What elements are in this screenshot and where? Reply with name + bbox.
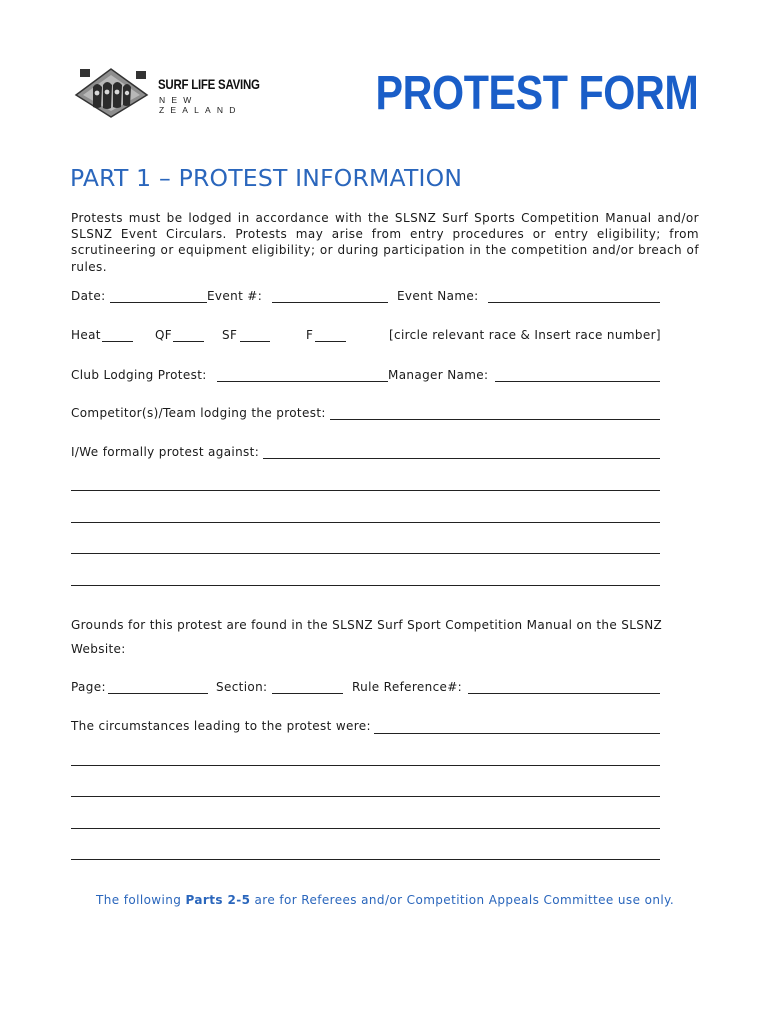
circumstances-extra-line[interactable]: [71, 859, 660, 860]
page-field[interactable]: [108, 693, 208, 694]
club-field[interactable]: [217, 381, 388, 382]
heat-label: Heat: [71, 328, 101, 342]
section-label: Section:: [216, 680, 268, 694]
circumstances-label: The circumstances leading to the protest were:: [71, 719, 371, 733]
footer-note-prefix: The following: [96, 893, 186, 907]
sf-label: SF: [222, 328, 238, 342]
date-label: Date:: [71, 289, 106, 303]
event-number-label: Event #:: [207, 289, 263, 303]
date-field[interactable]: [110, 302, 207, 303]
footer-note-parts: Parts 2-5: [185, 893, 251, 907]
f-field[interactable]: [315, 341, 346, 342]
qf-label: QF: [155, 328, 173, 342]
club-label: Club Lodging Protest:: [71, 368, 207, 382]
circumstances-field[interactable]: [374, 733, 660, 734]
intro-paragraph: Protests must be lodged in accordance with the SLSNZ Surf Sports Competition Manual and/or SLSNZ Event Circulars. Protests may arise from entry procedures or entry eligibility; from scrutineering or equipment eligibility; or during participation in the competition and/or breach of rules.: [71, 211, 699, 274]
form-title: PROTEST FORM: [375, 67, 698, 120]
against-extra-line[interactable]: [71, 553, 660, 554]
rule-reference-label: Rule Reference#:: [352, 680, 463, 694]
qf-field[interactable]: [173, 341, 204, 342]
footer-note: [96, 893, 674, 907]
f-label: F: [306, 328, 314, 342]
against-label: I/We formally protest against:: [71, 445, 260, 459]
grounds-text: Grounds for this protest are found in the SLSNZ Surf Sport Competition Manual on the SLSNZ: [71, 618, 663, 632]
competitor-label: Competitor(s)/Team lodging the protest:: [71, 406, 326, 420]
competitor-field[interactable]: [330, 419, 660, 420]
slsnz-logo: [73, 65, 263, 121]
grounds-text-website: Website:: [71, 642, 126, 656]
manager-label: Manager Name:: [388, 368, 489, 382]
slsnz-emblem-icon: [73, 65, 151, 121]
event-name-label: Event Name:: [397, 289, 479, 303]
circumstances-extra-line[interactable]: [71, 765, 660, 766]
event-number-field[interactable]: [272, 302, 388, 303]
heat-field[interactable]: [102, 341, 133, 342]
against-extra-line[interactable]: [71, 585, 660, 586]
against-field[interactable]: [263, 458, 660, 459]
page-label: Page:: [71, 680, 106, 694]
event-name-field[interactable]: [488, 302, 660, 303]
against-extra-line[interactable]: [71, 490, 660, 491]
section-field[interactable]: [272, 693, 343, 694]
logo-name: SURF LIFE SAVING: [158, 76, 260, 92]
part1-heading: PART 1 – PROTEST INFORMATION: [70, 164, 463, 192]
footer-note-suffix: are for Referees and/or Competition Appeals Committee use only.: [250, 893, 675, 907]
rule-reference-field[interactable]: [468, 693, 660, 694]
against-extra-line[interactable]: [71, 522, 660, 523]
circumstances-extra-line[interactable]: [71, 796, 660, 797]
circumstances-extra-line[interactable]: [71, 828, 660, 829]
race-instruction: [circle relevant race & Insert race number]: [389, 328, 661, 342]
logo-subtitle: NEW ZEALAND: [159, 95, 242, 115]
manager-field[interactable]: [495, 381, 660, 382]
sf-field[interactable]: [240, 341, 270, 342]
